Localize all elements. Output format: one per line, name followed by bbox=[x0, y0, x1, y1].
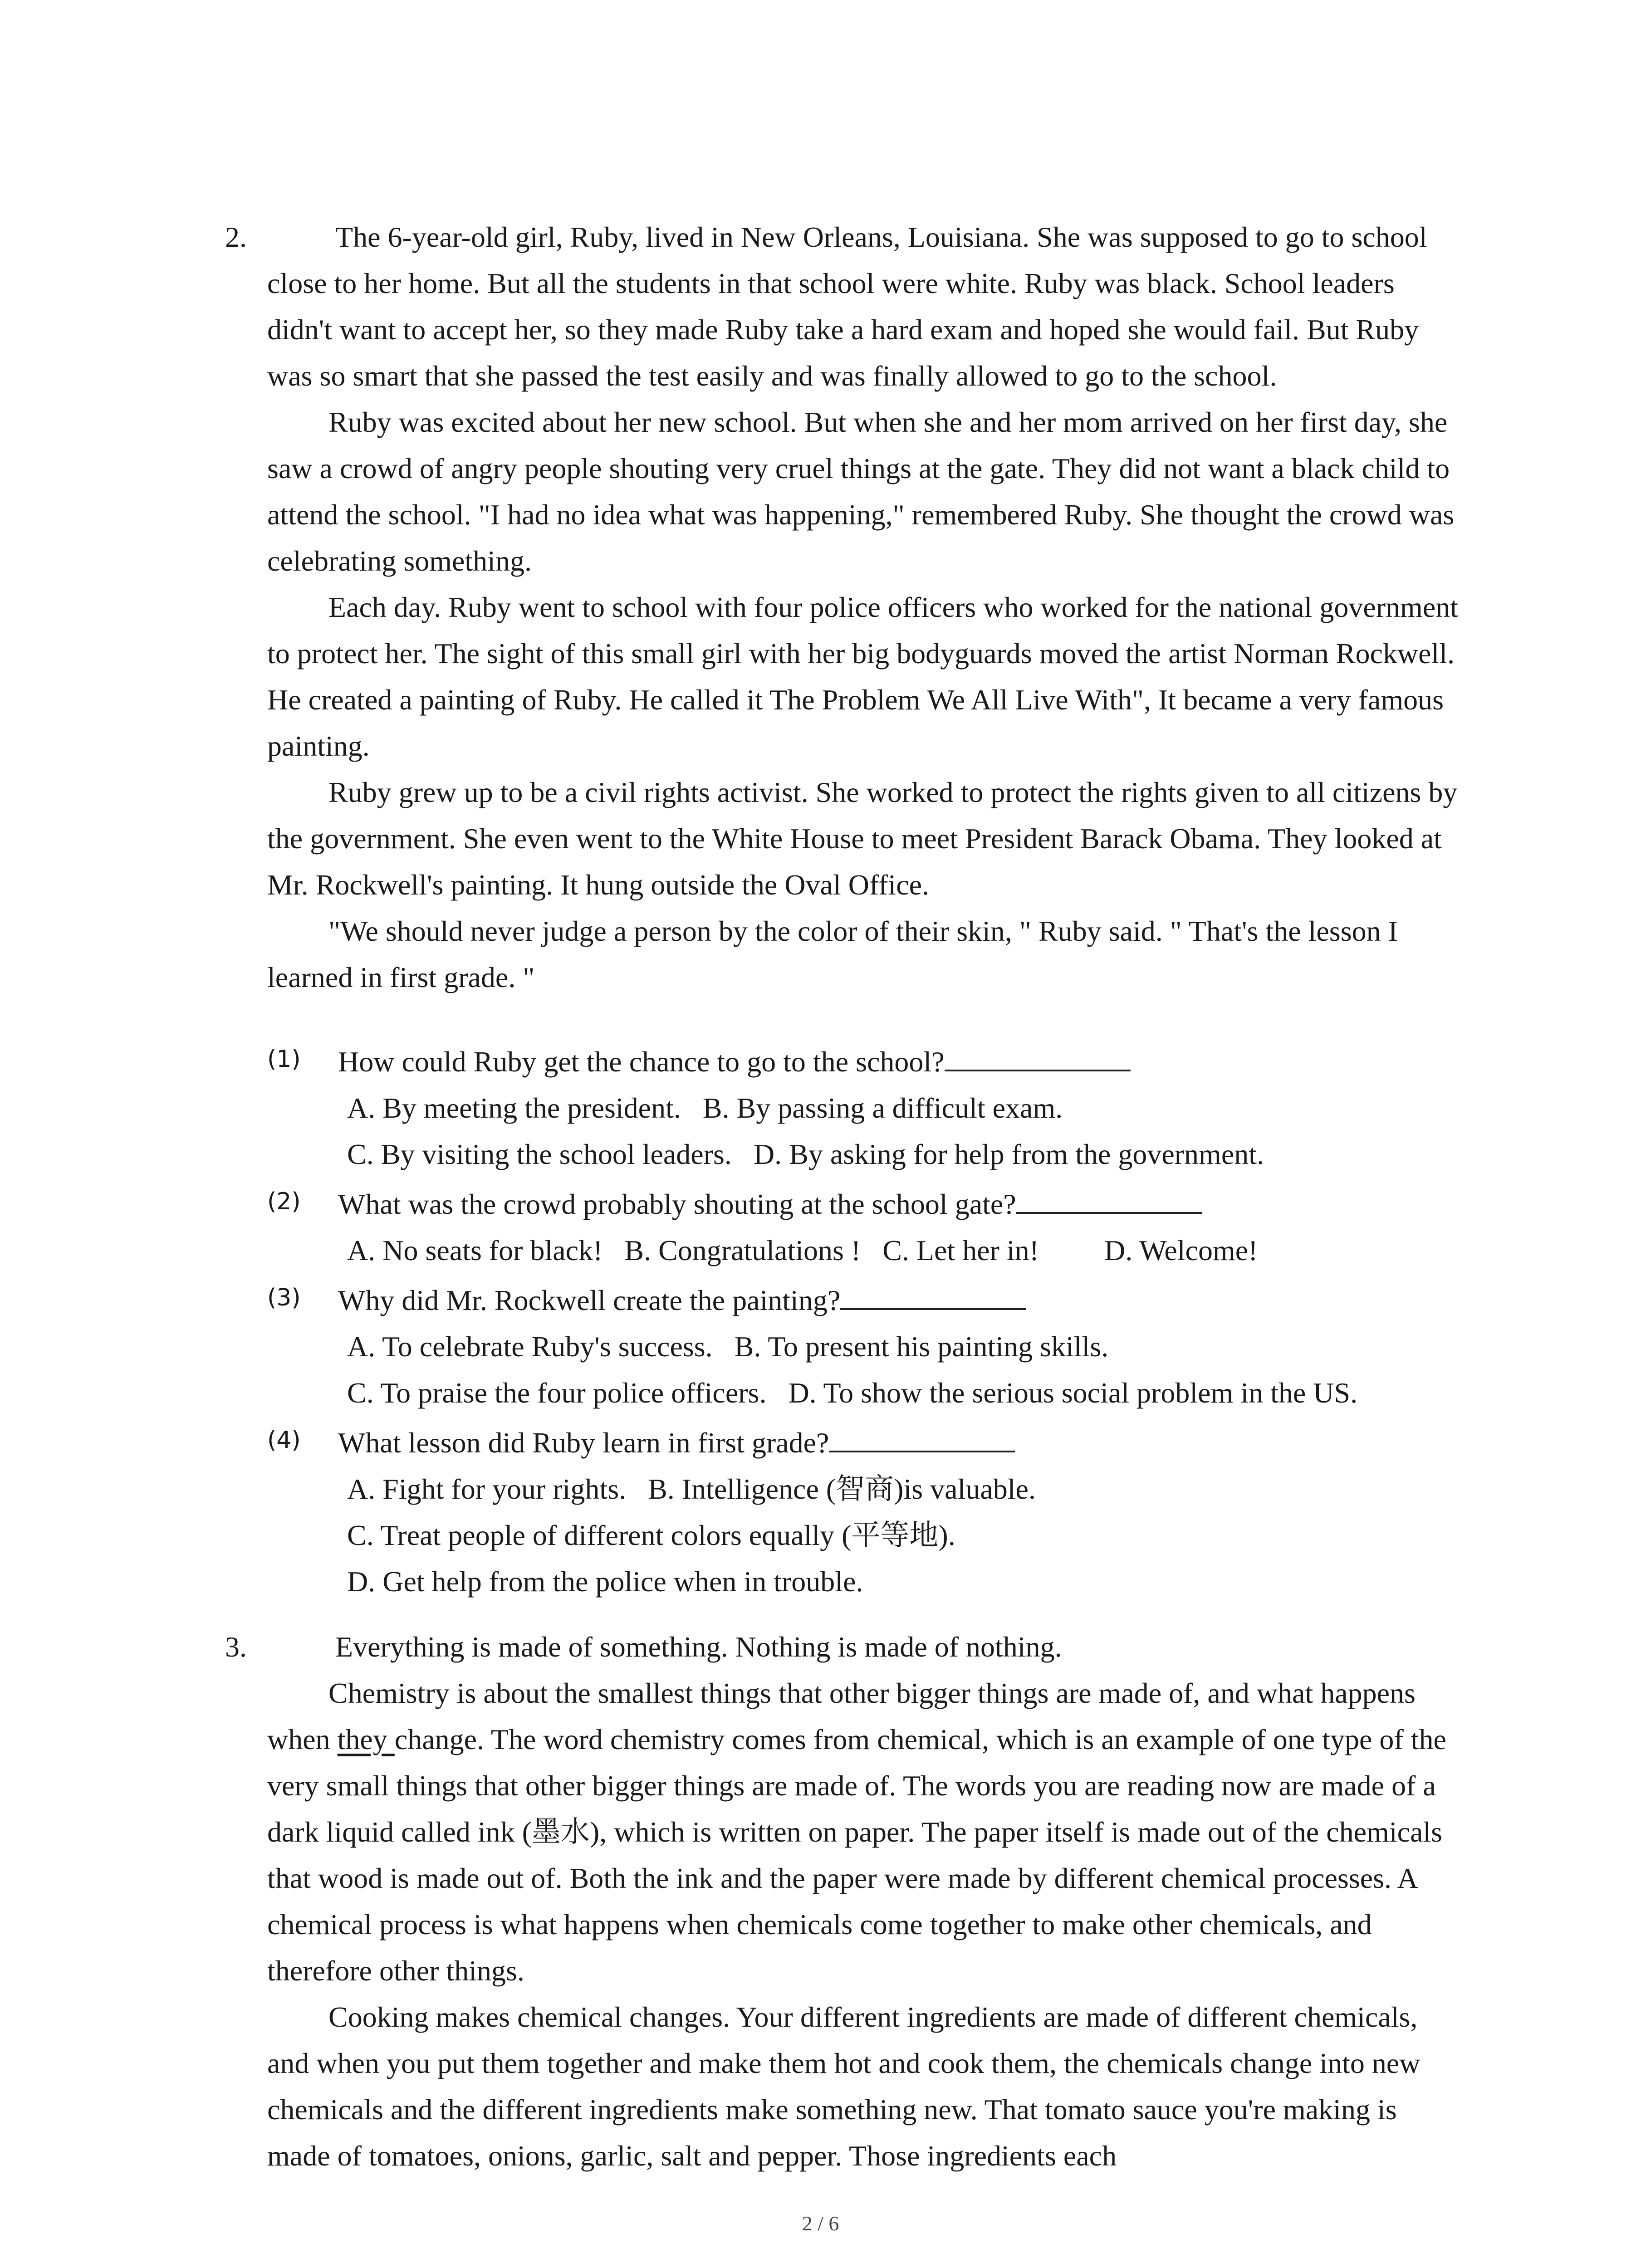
option-line: A. To celebrate Ruby's success. B. To present his painting skills. bbox=[347, 1330, 1109, 1363]
subquestion-label: (2) bbox=[267, 1188, 301, 1215]
option-line: C. By visiting the school leaders. D. By asking for help from the government. bbox=[347, 1138, 1264, 1170]
question-2-passage bbox=[267, 214, 1465, 1001]
subquestion-label: (1) bbox=[267, 1046, 301, 1073]
answer-blank[interactable] bbox=[840, 1283, 1026, 1310]
option-line: A. By meeting the president. B. By passing a difficult exam. bbox=[347, 1092, 1063, 1124]
subquestion-label: (3) bbox=[267, 1284, 301, 1311]
option-line: A. No seats for black! B. Congratulations ! C. Let her in! D. Welcome! bbox=[347, 1234, 1258, 1266]
subquestion-stem bbox=[338, 1039, 1492, 1085]
passage-paragraph: "We should never judge a person by the color of their skin, " Ruby said. " That's the lesson I learned in first grade. " bbox=[267, 915, 1398, 993]
question-2-number: 2. bbox=[225, 221, 247, 253]
option-line: D. Get help from the police when in trouble. bbox=[347, 1565, 863, 1598]
subquestion-4 bbox=[267, 1420, 1492, 1605]
question-3-number: 3. bbox=[225, 1631, 247, 1663]
answer-blank[interactable] bbox=[945, 1044, 1131, 1071]
question-3-passage bbox=[267, 1624, 1465, 2179]
subquestion-3 bbox=[267, 1277, 1492, 1416]
passage-paragraph: Everything is made of something. Nothing is made of nothing. bbox=[335, 1631, 1062, 1663]
passage-paragraph: Cooking makes chemical changes. Your different ingredients are made of different chemicals, and when you put them together and make them hot and cook them, the chemicals change into new chemicals and the different ingredients make something new. That tomato sauce you're making is made of tomatoes, onions, garlic, salt and pepper. Those ingredients each bbox=[267, 2001, 1421, 2172]
passage-paragraph bbox=[267, 1670, 1465, 1994]
subquestion-stem bbox=[338, 1420, 1492, 1466]
subquestion-stem-text: What lesson did Ruby learn in first grade? bbox=[338, 1427, 829, 1459]
passage-text: Chemistry is about the smallest things that other bigger things are made of, and what happens when bbox=[267, 1677, 1416, 1755]
subquestion-stem bbox=[338, 1181, 1492, 1227]
subquestion-stem-text: How could Ruby get the chance to go to the school? bbox=[338, 1046, 945, 1078]
passage-paragraph: Ruby was excited about her new school. But when she and her mom arrived on her first day, she saw a crowd of angry people shouting very cruel things at the gate. They did not want a black child to attend the school. "I had no idea what was happening," remembered Ruby. She thought the crowd was celebrating something. bbox=[267, 406, 1455, 577]
subquestion-1 bbox=[267, 1039, 1492, 1178]
subquestion-2 bbox=[267, 1181, 1492, 1274]
passage-text: change. The word chemistry comes from chemical, which is an example of one type of the very small things that other bigger things are made of. The words you are reading now are made of a dark liquid called ink (墨水), which is written on paper. The paper itself is made out of the chemicals that wood is made out of. Both the ink and the paper were made by different chemical processes. A chemical process is what happens when chemicals come together to make other chemicals, and therefore other things. bbox=[267, 1723, 1446, 1987]
answer-blank[interactable] bbox=[1016, 1187, 1202, 1214]
subquestion-stem-text: What was the crowd probably shouting at the school gate? bbox=[338, 1188, 1016, 1220]
passage-paragraph: Ruby grew up to be a civil rights activist. She worked to protect the rights given to all citizens by the government. She even went to the White House to meet President Barack Obama. They looked at Mr. Rockwell's painting. It hung outside the Oval Office. bbox=[267, 776, 1458, 901]
subquestion-stem-text: Why did Mr. Rockwell create the painting? bbox=[338, 1284, 841, 1316]
question-2-subquestions bbox=[267, 1039, 1492, 1605]
passage-paragraph: Each day. Ruby went to school with four police officers who worked for the national government to protect her. The sight of this small girl with her big bodyguards moved the artist Norman Rockwell. He created a painting of Ruby. He called it The Problem We All Live With", It became a very famous painting. bbox=[267, 591, 1458, 762]
answer-blank[interactable] bbox=[829, 1425, 1015, 1452]
option-line: C. Treat people of different colors equally (平等地). bbox=[347, 1519, 955, 1551]
subquestion-label: (4) bbox=[267, 1427, 301, 1454]
option-line: C. To praise the four police officers. D. To show the serious social problem in the US. bbox=[347, 1377, 1358, 1409]
subquestion-stem bbox=[338, 1277, 1492, 1324]
underlined-word: they bbox=[337, 1723, 395, 1755]
option-line: A. Fight for your rights. B. Intelligence (智商)is valuable. bbox=[347, 1473, 1036, 1505]
page-number: 2 / 6 bbox=[802, 2212, 839, 2235]
passage-paragraph: The 6-year-old girl, Ruby, lived in New Orleans, Louisiana. She was supposed to go to school close to her home. But all the students in that school were white. Ruby was black. School leaders didn't want to accept her, so they made Ruby take a hard exam and hoped she would fail. But Ruby was so smart that she passed the test easily and was finally allowed to go to the school. bbox=[267, 221, 1427, 392]
